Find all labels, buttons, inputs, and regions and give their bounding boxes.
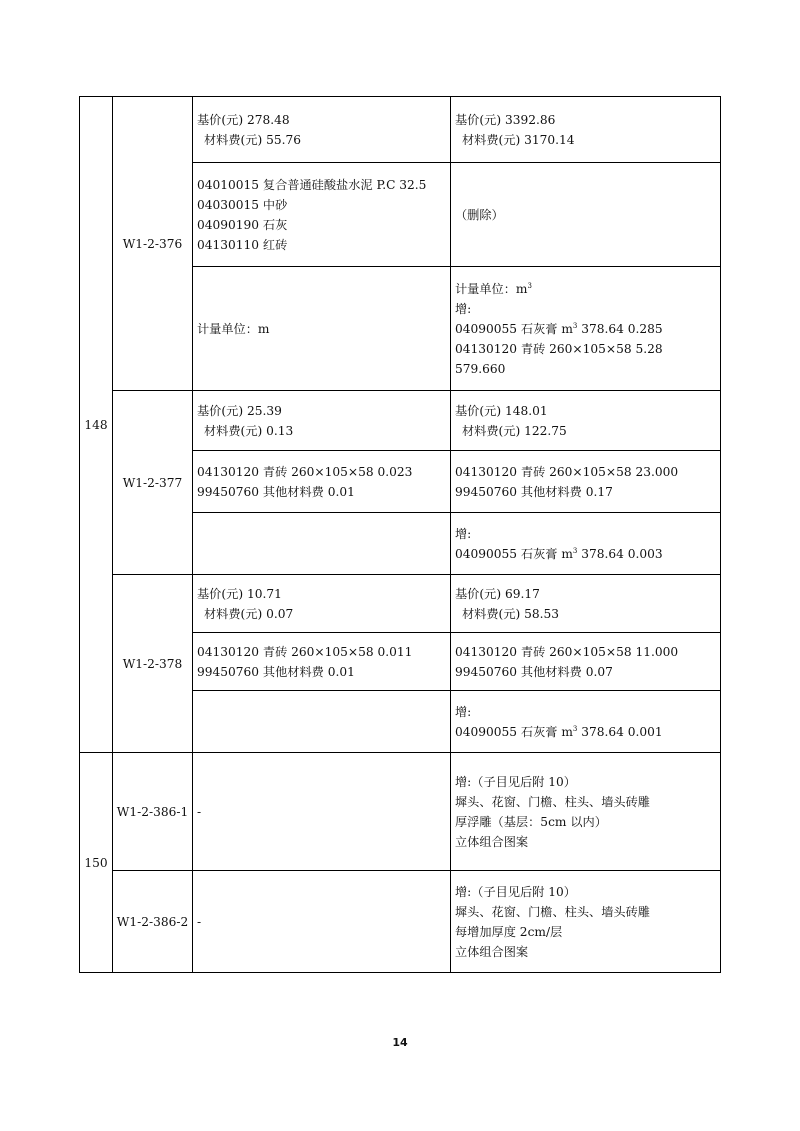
material-cost: 材料费(元) 0.13 xyxy=(204,423,294,438)
material-line: 04130120 青砖 260×105×58 0.023 xyxy=(197,464,413,479)
material-cost: 材料费(元) 122.75 xyxy=(462,423,567,438)
material-cost: 材料费(元) 3170.14 xyxy=(462,132,575,147)
material-cost: 材料费(元) 0.07 xyxy=(204,606,294,621)
original-cell xyxy=(193,753,451,871)
table-row xyxy=(80,97,721,163)
table-row xyxy=(80,871,721,973)
table-row xyxy=(80,575,721,633)
original-price-cell xyxy=(193,391,451,451)
add-label: 增:（子目见后附 10） xyxy=(455,884,576,899)
revised-unit-cell xyxy=(451,267,721,391)
page-number: 14 xyxy=(392,1036,408,1049)
material-line: 04130110 红砖 xyxy=(197,237,288,252)
quota-code: W1-2-378 xyxy=(113,575,193,753)
superscript: 3 xyxy=(572,321,578,330)
base-price: 基价(元) 25.39 xyxy=(197,403,282,418)
quota-code: W1-2-386-1 xyxy=(113,753,193,871)
description-line: 立体组合图案 xyxy=(455,834,529,849)
revised-materials-cell xyxy=(451,163,721,267)
quota-code: W1-2-377 xyxy=(113,391,193,575)
material-line: 04130120 青砖 260×105×58 5.28 xyxy=(455,341,663,356)
revised-price-cell xyxy=(451,575,721,633)
add-label: 增:（子目见后附 10） xyxy=(455,774,576,789)
material-line: 04090055 石灰膏 $m^3$ 378.64 0.001 xyxy=(455,724,663,739)
material-line: 04010015 复合普通硅酸盐水泥 P.C 32.5 xyxy=(197,177,427,192)
base-price: 基价(元) 278.48 xyxy=(197,112,290,127)
add-label: 增: xyxy=(455,301,472,316)
material-line: 04130120 青砖 260×105×58 23.000 xyxy=(455,464,679,479)
base-price: 基价(元) 10.71 xyxy=(197,586,282,601)
original-price-cell xyxy=(193,97,451,163)
original-empty-cell xyxy=(193,513,451,575)
superscript: 3 xyxy=(572,724,578,733)
material-line: 04130120 青砖 260×105×58 0.011 xyxy=(197,644,413,659)
description-line: 厚浮雕（基层：5cm 以内） xyxy=(455,814,607,829)
base-price: 基价(元) 3392.86 xyxy=(455,112,556,127)
item-number: 148 xyxy=(80,97,113,753)
deleted-note: （删除） xyxy=(455,207,504,222)
dash: - xyxy=(197,804,202,819)
revised-addition-cell xyxy=(451,513,721,575)
revised-addition-cell xyxy=(451,871,721,973)
original-price-cell xyxy=(193,575,451,633)
description-line: 立体组合图案 xyxy=(455,944,529,959)
material-line: 99450760 其他材料费 0.01 xyxy=(197,484,355,499)
add-label: 增: xyxy=(455,704,472,719)
material-line: 99450760 其他材料费 0.01 xyxy=(197,664,355,679)
material-line: 99450760 其他材料费 0.17 xyxy=(455,484,613,499)
material-line: 04030015 中砂 xyxy=(197,197,288,212)
superscript: 3 xyxy=(572,546,578,555)
base-price: 基价(元) 69.17 xyxy=(455,586,540,601)
original-materials-cell xyxy=(193,163,451,267)
material-cost: 材料费(元) 58.53 xyxy=(462,606,560,621)
quota-adjustment-table xyxy=(79,96,721,973)
original-empty-cell xyxy=(193,691,451,753)
original-materials-cell xyxy=(193,451,451,513)
unit-line: 计量单位：m xyxy=(197,321,270,336)
revised-price-cell xyxy=(451,391,721,451)
table-row xyxy=(80,753,721,871)
revised-materials-cell xyxy=(451,633,721,691)
material-line: 04130120 青砖 260×105×58 11.000 xyxy=(455,644,679,659)
dash: - xyxy=(197,914,202,929)
superscript: 3 xyxy=(527,281,532,290)
table-row xyxy=(80,391,721,451)
description-line: 墀头、花窗、门檐、柱头、墙头砖雕 xyxy=(455,794,650,809)
revised-addition-cell xyxy=(451,753,721,871)
material-cost: 材料费(元) 55.76 xyxy=(204,132,302,147)
material-line: 04090190 石灰 xyxy=(197,217,288,232)
description-line: 每增加厚度 2cm/层 xyxy=(455,924,563,939)
quota-code: W1-2-376 xyxy=(113,97,193,391)
quota-code: W1-2-386-2 xyxy=(113,871,193,973)
add-label: 增: xyxy=(455,526,472,541)
revised-addition-cell xyxy=(451,691,721,753)
material-line: 579.660 xyxy=(455,361,506,376)
unit-line: 计量单位：$m^3$ xyxy=(455,281,532,296)
original-cell xyxy=(193,871,451,973)
base-price: 基价(元) 148.01 xyxy=(455,403,548,418)
item-number: 150 xyxy=(80,753,113,973)
description-line: 墀头、花窗、门檐、柱头、墙头砖雕 xyxy=(455,904,650,919)
original-unit-cell xyxy=(193,267,451,391)
revised-price-cell xyxy=(451,97,721,163)
material-line: 04090055 石灰膏 $m^3$ 378.64 0.003 xyxy=(455,546,663,561)
material-line: 99450760 其他材料费 0.07 xyxy=(455,664,613,679)
material-line: 04090055 石灰膏 $m^3$ 378.64 0.285 xyxy=(455,321,663,336)
original-materials-cell xyxy=(193,633,451,691)
revised-materials-cell xyxy=(451,451,721,513)
